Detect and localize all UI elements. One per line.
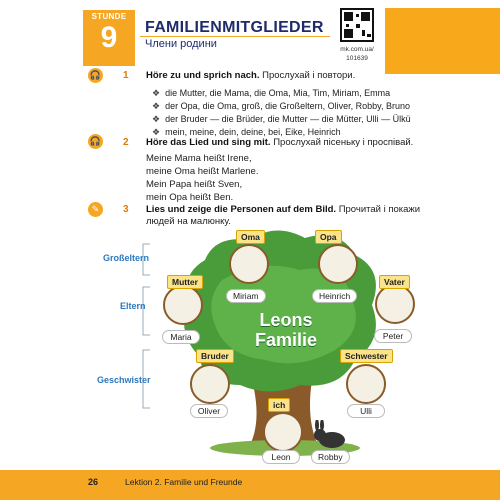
book-icon[interactable]: ✎ xyxy=(88,202,103,217)
page-title: FAMILIENMITGLIEDER xyxy=(145,19,324,36)
oliver-portrait[interactable] xyxy=(190,364,230,404)
miriam-portrait[interactable] xyxy=(229,244,269,284)
name-ulli: Ulli xyxy=(347,404,385,418)
exercise-3-number: 3 xyxy=(123,204,129,215)
tag-ich: ich xyxy=(268,398,290,412)
lyric-line: Meine Mama heißt Irene, xyxy=(146,153,252,164)
exercise-3-instruction-ua: Прочитай і покажи людей на малюнку. xyxy=(146,204,421,227)
lyric-line: meine Oma heißt Marlene. xyxy=(146,166,259,177)
tag-mutter: Mutter xyxy=(167,275,203,289)
exercise-1-instruction-de: Höre zu und sprich nach. xyxy=(146,70,260,81)
ulli-portrait[interactable] xyxy=(346,364,386,404)
exercise-2-instruction-de: Höre das Lied und sing mit. xyxy=(146,137,271,148)
rabbit-icon[interactable] xyxy=(310,420,350,450)
label-eltern: Eltern xyxy=(120,301,146,311)
exercise-1-number: 1 xyxy=(123,70,129,81)
footer-bar xyxy=(0,470,500,500)
qr-link-text[interactable]: mk.com.ua/ 101639 xyxy=(340,46,374,62)
exercise-2-number: 2 xyxy=(123,137,129,148)
lyric-line: mein Opa heißt Ben. xyxy=(146,192,234,203)
name-leon: Leon xyxy=(262,450,300,464)
footer-text: Lektion 2. Familie und Freunde xyxy=(125,477,243,487)
list-item: ❖ die Mutter, die Mama, die Oma, Mia, Tim, Miriam, Emma xyxy=(152,88,391,98)
name-oliver: Oliver xyxy=(190,404,228,418)
lyric-line: Mein Papa heißt Sven, xyxy=(146,179,243,190)
tag-oma: Oma xyxy=(236,230,265,244)
heinrich-portrait[interactable] xyxy=(318,244,358,284)
peter-portrait[interactable] xyxy=(375,284,415,324)
label-grosseltern: Großeltern xyxy=(103,253,150,263)
exercise-3-instruction-de: Lies und zeige die Personen auf dem Bild. xyxy=(146,204,337,215)
name-miriam: Miriam xyxy=(226,289,266,303)
tag-vater: Vater xyxy=(379,275,410,289)
lesson-number: 9 xyxy=(100,21,118,54)
page-subtitle: Члени родини xyxy=(145,38,217,50)
bracket-eltern xyxy=(143,287,150,335)
exercise-2-instruction-ua: Прослухай пісеньку і проспівай. xyxy=(273,137,414,148)
tag-bruder: Bruder xyxy=(196,349,234,363)
label-geschwister: Geschwister xyxy=(97,375,151,385)
name-maria: Maria xyxy=(162,330,200,344)
headphones-icon[interactable]: 🎧 xyxy=(88,68,103,83)
exercise-1-instruction-ua: Прослухай і повтори. xyxy=(262,70,356,81)
tree-title-line-1: Leons xyxy=(259,310,313,330)
tree-title-line-2: Familie xyxy=(254,330,318,350)
list-item: ❖ der Bruder — die Brüder, die Mutter — die Mütter, Ulli — Ülkü xyxy=(152,114,411,124)
leon-portrait[interactable] xyxy=(263,412,303,452)
name-robby: Robby xyxy=(311,450,350,464)
tag-schwester: Schwester xyxy=(340,349,393,363)
name-peter: Peter xyxy=(374,329,412,343)
list-item: ❖ der Opa, die Oma, groß, die Großeltern, Oliver, Robby, Bruno xyxy=(152,101,411,111)
tree-title xyxy=(241,310,331,350)
headphones-icon[interactable]: 🎧 xyxy=(88,134,103,149)
name-heinrich: Heinrich xyxy=(312,289,357,303)
lesson-label: STUNDE xyxy=(91,12,127,21)
page-number: 26 xyxy=(88,477,99,487)
maria-portrait[interactable] xyxy=(163,285,203,325)
list-item: ❖ mein, meine, dein, deine, bei, Eike, Heinrich xyxy=(152,127,341,137)
tag-opa: Opa xyxy=(315,230,342,244)
